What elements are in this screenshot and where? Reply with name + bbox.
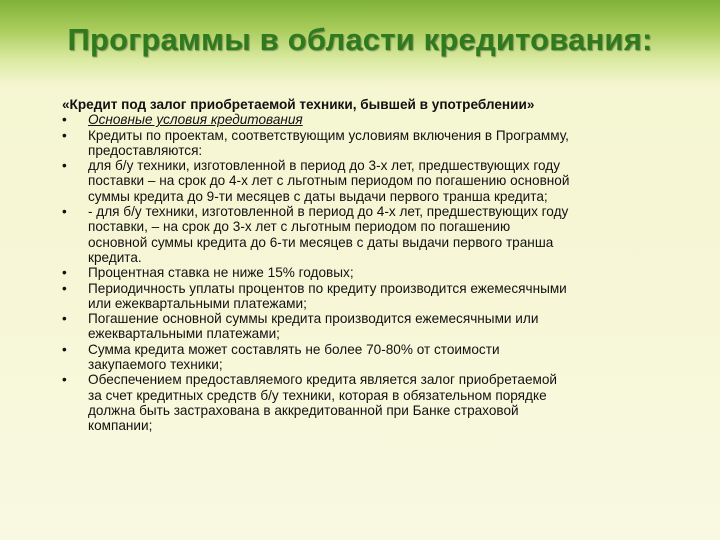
list-item-continuation: должна быть застрахована в аккредитованной при Банке страховой	[88, 402, 519, 418]
list-item-continuation: основной суммы кредита до 6-ти месяцев с даты выдачи первого транша	[88, 234, 554, 250]
list-item-continuation: или ежеквартальными платежами;	[88, 295, 307, 311]
slide-content	[62, 97, 662, 434]
list-item	[62, 342, 662, 373]
bullet-icon: •	[62, 341, 67, 357]
list-item-continuation: поставки – на срок до 4-х лет с льготным периодом по погашению основной	[88, 173, 570, 189]
list-item-text: Погашение основной суммы кредита производится ежемесячными или	[88, 311, 539, 327]
conditions-list	[62, 112, 662, 433]
bullet-icon: •	[62, 127, 67, 143]
list-item-text: Периодичность уплаты процентов по кредиту производится ежемесячными	[88, 280, 567, 296]
bullet-icon: •	[62, 372, 67, 388]
bullet-icon: •	[62, 158, 67, 174]
list-item-text: Основные условия кредитования	[88, 112, 303, 128]
bullet-icon: •	[62, 204, 67, 220]
list-item	[62, 128, 662, 159]
list-item	[62, 158, 662, 204]
list-item-text: - для б/у техники, изготовленной в период до 4-х лет, предшествующих году	[88, 204, 569, 220]
list-item	[62, 281, 662, 312]
list-item-text: для б/у техники, изготовленной в период до 3-х лет, предшествующих году	[88, 158, 560, 174]
list-item	[62, 372, 662, 433]
slide-title: Программы в области кредитования:	[67, 22, 653, 57]
list-item-text: Процентная ставка не ниже 15% годовых;	[88, 265, 354, 281]
list-item-continuation: поставки, – на срок до 3-х лет с льготным периодом по погашению	[88, 219, 511, 235]
list-item-text: Кредиты по проектам, соответствующим условиям включения в Программу,	[88, 127, 569, 143]
bullet-icon: •	[62, 311, 67, 327]
list-item-continuation: компании;	[88, 418, 153, 434]
list-item-text: Обеспечением предоставляемого кредита является залог приобретаемой	[88, 372, 558, 388]
bullet-icon: •	[62, 265, 67, 281]
bullet-icon: •	[62, 112, 67, 128]
list-item-continuation: закупаемого техники;	[88, 357, 223, 373]
list-item	[62, 311, 662, 342]
list-item-continuation: ежеквартальными платежами;	[88, 326, 280, 342]
list-item	[62, 112, 662, 127]
list-item	[62, 204, 662, 265]
list-item-continuation: за счет кредитных средств б/у техники, которая в обязательном порядке	[88, 387, 547, 403]
list-item-continuation: суммы кредита до 9-ти месяцев с даты выдачи первого транша кредита;	[88, 188, 548, 204]
list-item-continuation: предоставляются:	[88, 142, 203, 158]
bullet-icon: •	[62, 280, 67, 296]
program-heading: «Кредит под залог приобретаемой техники, бывшей в употреблении»	[62, 97, 535, 112]
list-item	[62, 265, 662, 280]
list-item-continuation: кредита.	[88, 249, 142, 265]
list-item-text: Сумма кредита может составлять не более 70-80% от стоимости	[88, 341, 500, 357]
